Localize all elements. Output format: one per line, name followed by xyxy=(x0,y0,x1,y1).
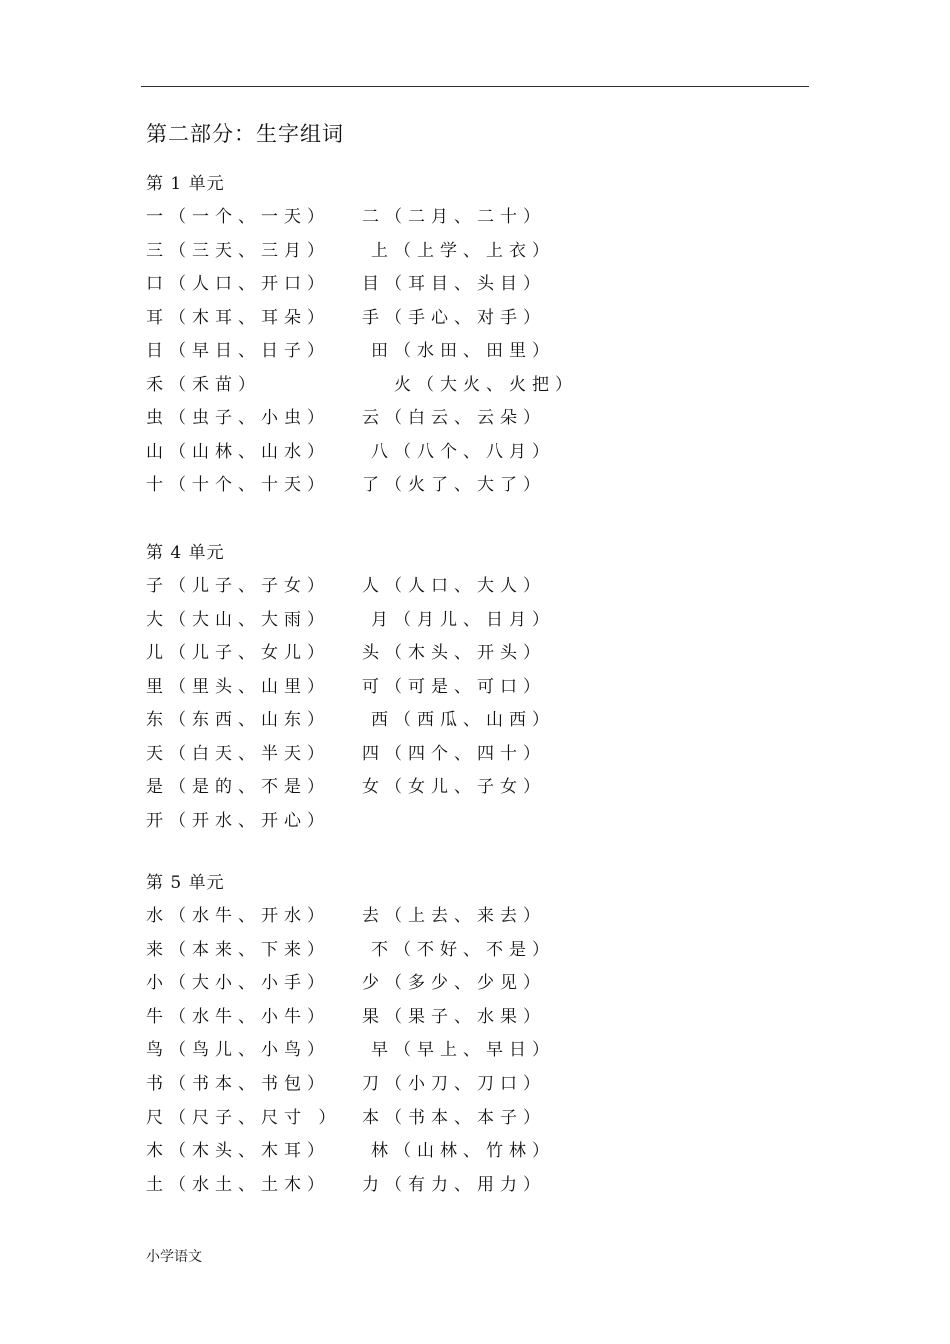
word-entry: 人（人口、大人） xyxy=(362,576,546,596)
word-entry: 牛（水牛、小牛） xyxy=(146,1007,330,1027)
word-entry: 三（三天、三月） xyxy=(146,241,330,261)
word-entry: 果（果子、水果） xyxy=(362,1007,546,1027)
word-entry: 禾（禾苗） xyxy=(146,375,261,395)
word-entry: 小（大小、小手） xyxy=(146,973,330,993)
word-entry: 口（人口、开口） xyxy=(146,274,330,294)
word-entry: 日（早日、日子） xyxy=(146,341,330,361)
word-entry: 书（书本、书包） xyxy=(146,1074,330,1094)
word-entry: 尺（尺子、尺寸 ） xyxy=(146,1108,342,1128)
footer-label: 小学语文 xyxy=(146,1249,202,1265)
word-entry: 二（二月、二十） xyxy=(362,207,546,227)
word-entry: 虫（虫子、小虫） xyxy=(146,408,330,428)
word-entry: 林（山林、竹林） xyxy=(371,1141,555,1161)
word-entry: 木（木头、木耳） xyxy=(146,1141,330,1161)
word-entry: 里（里头、山里） xyxy=(146,677,330,697)
word-entry: 鸟（鸟儿、小鸟） xyxy=(146,1040,330,1060)
word-entry: 八（八个、八月） xyxy=(371,442,555,462)
word-entry: 来（本来、下来） xyxy=(146,940,330,960)
word-entry: 山（山林、山水） xyxy=(146,442,330,462)
word-entry: 一（一个、一天） xyxy=(146,207,330,227)
word-entry: 十（十个、十天） xyxy=(146,475,330,495)
word-entry: 早（早上、早日） xyxy=(371,1040,555,1060)
word-entry: 土（水土、土木） xyxy=(146,1175,330,1195)
word-entry: 东（东西、山东） xyxy=(146,710,330,730)
word-entry: 上（上学、上衣） xyxy=(371,241,555,261)
word-entry: 耳（木耳、耳朵） xyxy=(146,308,330,328)
word-entry: 力（有力、用力） xyxy=(362,1175,546,1195)
word-entry: 可（可是、可口） xyxy=(362,677,546,697)
word-entry: 火（大火、火把） xyxy=(394,375,578,395)
word-entry: 不（不好、不是） xyxy=(371,940,555,960)
word-entry: 月（月儿、日月） xyxy=(371,610,555,630)
unit-heading: 第 5 单元 xyxy=(146,873,225,893)
unit-heading: 第 4 单元 xyxy=(146,543,225,563)
word-entry: 去（上去、来去） xyxy=(362,906,546,926)
word-entry: 大（大山、大雨） xyxy=(146,610,330,630)
word-entry: 头（木头、开头） xyxy=(362,643,546,663)
word-entry: 云（白云、云朵） xyxy=(362,408,546,428)
unit-heading: 第 1 单元 xyxy=(146,174,225,194)
word-entry: 是（是的、不是） xyxy=(146,777,330,797)
word-entry: 刀（小刀、刀口） xyxy=(362,1074,546,1094)
word-entry: 女（女儿、子女） xyxy=(362,777,546,797)
word-entry: 水（水牛、开水） xyxy=(146,906,330,926)
word-entry: 手（手心、对手） xyxy=(362,308,546,328)
word-entry: 四（四个、四十） xyxy=(362,744,546,764)
word-entry: 开（开水、开心） xyxy=(146,811,330,831)
word-entry: 少（多少、少见） xyxy=(362,973,546,993)
header-rule xyxy=(141,86,809,87)
word-entry: 天（白天、半天） xyxy=(146,744,330,764)
word-entry: 田（水田、田里） xyxy=(371,341,555,361)
word-entry: 目（耳目、头目） xyxy=(362,274,546,294)
word-entry: 儿（儿子、女儿） xyxy=(146,643,330,663)
word-entry: 本（书本、本子） xyxy=(362,1108,546,1128)
word-entry: 西（西瓜、山西） xyxy=(371,710,555,730)
word-entry: 子（儿子、子女） xyxy=(146,576,330,596)
word-entry: 了（火了、大了） xyxy=(362,475,546,495)
page-title: 第二部分：生字组词 xyxy=(146,122,344,146)
